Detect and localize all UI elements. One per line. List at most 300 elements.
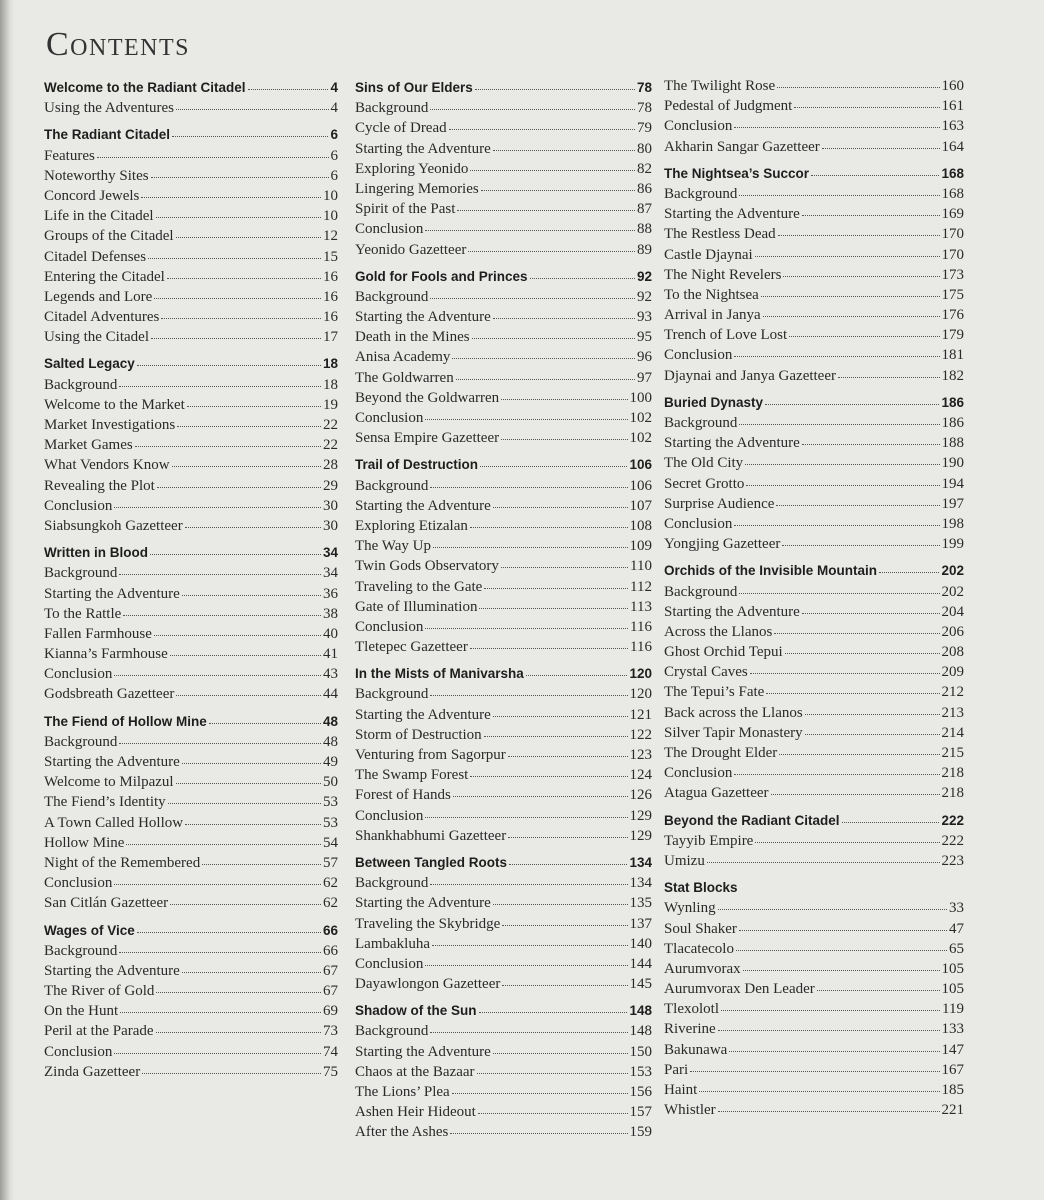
toc-entry-label: Starting the Adventure: [44, 754, 180, 770]
toc-entry-label: Wages of Vice: [44, 922, 135, 938]
toc-page-number: 30: [323, 497, 338, 514]
dot-leader: [157, 487, 321, 488]
toc-page-number: 168: [941, 185, 964, 202]
toc-page-number: 95: [637, 329, 652, 346]
toc-entry-label: To the Rattle: [44, 605, 122, 622]
dot-leader: [456, 379, 635, 380]
toc-entry: [664, 851, 964, 871]
toc-entry: [664, 979, 964, 999]
dot-leader: [135, 446, 321, 447]
dot-leader: [776, 505, 939, 506]
toc-entry-label: Legends and Lore: [44, 288, 153, 305]
toc-entry-label: Between Tangled Roots: [355, 854, 508, 870]
dot-leader: [430, 298, 635, 299]
toc-entry: [355, 914, 652, 934]
toc-entry: [355, 496, 652, 516]
dot-leader: [736, 950, 947, 951]
toc-entry: [355, 327, 652, 347]
dot-leader: [182, 972, 321, 973]
toc-page-number: 10: [323, 187, 338, 204]
toc-chapter-heading: [664, 811, 964, 831]
dot-leader: [502, 925, 627, 926]
toc-entry-label: Background: [44, 942, 118, 959]
toc-page-number: 147: [941, 1041, 964, 1058]
toc-entry: [44, 684, 338, 704]
toc-entry-label: Wynling: [664, 900, 716, 917]
toc-page-number: 198: [941, 515, 964, 532]
dot-leader: [202, 864, 321, 865]
toc-page-number: 204: [941, 603, 964, 620]
toc-page-number: 167: [941, 1061, 964, 1078]
toc-entry: [44, 584, 338, 604]
toc-entry-label: Background: [664, 583, 738, 600]
toc-entry: [664, 224, 964, 244]
dot-leader: [763, 316, 940, 317]
toc-entry: [355, 1102, 652, 1122]
dot-leader: [176, 783, 321, 784]
toc-chapter-heading: [44, 921, 338, 941]
dot-leader: [168, 803, 321, 804]
dot-leader: [739, 930, 947, 931]
toc-page-number: 209: [941, 664, 964, 681]
dot-leader: [765, 404, 939, 405]
dot-leader: [493, 150, 635, 151]
toc-page-number: 170: [941, 226, 964, 243]
toc-entry-label: Conclusion: [44, 875, 113, 892]
toc-page-number: 17: [323, 329, 338, 346]
toc-page-number: 116: [630, 639, 652, 656]
dot-leader: [779, 754, 939, 755]
toc-entry-label: The Fiend’s Identity: [44, 794, 166, 811]
toc-page-number: 41: [323, 646, 338, 663]
toc-page-number: 134: [629, 854, 652, 870]
toc-page-number: 92: [636, 268, 652, 284]
toc-entry-label: Atagua Gazetteer: [664, 785, 769, 802]
dot-leader: [142, 1073, 321, 1074]
toc-page-number: 186: [941, 415, 964, 431]
toc-page-number: 119: [942, 1001, 964, 1018]
toc-entry-label: San Citlán Gazetteer: [44, 895, 169, 912]
toc-entry: [355, 705, 652, 725]
toc-page-number: 79: [637, 120, 652, 137]
toc-entry: [44, 375, 338, 395]
toc-entry-label: Peril at the Parade: [44, 1023, 154, 1040]
toc-entry: [664, 622, 964, 642]
dot-leader: [750, 673, 940, 674]
toc-page-number: 40: [323, 625, 338, 642]
toc-entry-label: Riverine: [664, 1021, 716, 1038]
toc-entry: [355, 159, 652, 179]
toc-chapter-heading: [44, 543, 338, 563]
toc-page-number: 10: [323, 208, 338, 225]
toc-entry-label: Ashen Heir Hideout: [355, 1104, 476, 1121]
toc-entry-label: Beyond the Goldwarren: [355, 389, 500, 406]
toc-entry: [664, 602, 964, 622]
toc-page-number: 65: [949, 940, 964, 957]
toc-entry-label: Pari: [664, 1061, 689, 1078]
dot-leader: [530, 278, 635, 279]
toc-page-number: 38: [323, 605, 338, 622]
toc-entry: [664, 743, 964, 763]
toc-page-number: 62: [323, 895, 338, 912]
dot-leader: [475, 89, 635, 90]
toc-entry: [44, 604, 338, 624]
dot-leader: [879, 572, 939, 573]
toc-page-number: 102: [629, 410, 652, 426]
dot-leader: [425, 965, 627, 966]
toc-entry: [664, 898, 964, 918]
dot-leader: [501, 399, 627, 400]
toc-entry-label: Orchids of the Invisible Mountain: [664, 563, 878, 579]
dot-leader: [161, 318, 321, 319]
toc-entry: [664, 1060, 964, 1080]
toc-entry: [664, 999, 964, 1019]
toc-page-number: 67: [323, 983, 338, 1000]
toc-page-number: 69: [323, 1003, 338, 1020]
toc-entry-label: Concord Jewels: [44, 187, 140, 204]
toc-entry-label: Conclusion: [44, 1043, 113, 1060]
toc-entry-label: Conclusion: [355, 955, 424, 972]
toc-entry-label: Written in Blood: [44, 545, 148, 561]
dot-leader: [126, 844, 321, 845]
dot-leader: [743, 970, 940, 971]
toc-entry: [44, 813, 338, 833]
toc-entry: [664, 514, 964, 534]
toc-entry-label: Citadel Defenses: [44, 248, 147, 265]
toc-page-number: 176: [941, 307, 964, 324]
toc-page-number: 96: [637, 349, 652, 366]
dot-leader: [739, 593, 939, 594]
toc-page-number: 29: [323, 477, 338, 494]
toc-entry-label: Twin Gods Observatory: [355, 558, 499, 575]
toc-entry-label: Welcome to the Market: [44, 396, 185, 413]
toc-page-number: 34: [322, 545, 338, 561]
toc-entry: [664, 939, 964, 959]
toc-entry: [44, 1062, 338, 1082]
dot-leader: [777, 87, 939, 88]
toc-entry: [355, 785, 652, 805]
toc-page-number: 163: [941, 118, 964, 135]
dot-leader: [822, 148, 940, 149]
toc-entry: [355, 637, 652, 657]
toc-page-number: 86: [637, 180, 652, 197]
toc-page-number: 6: [330, 147, 338, 164]
toc-entry: [664, 1019, 964, 1039]
toc-page-number: 179: [941, 327, 964, 344]
toc-entry-label: Conclusion: [355, 807, 424, 824]
dot-leader: [470, 648, 628, 649]
toc-entry: [664, 534, 964, 554]
toc-chapter-heading: [355, 1001, 652, 1021]
toc-entry: [355, 219, 652, 239]
toc-entry: [44, 327, 338, 347]
dot-leader: [154, 635, 321, 636]
toc-page-number: 12: [323, 228, 338, 245]
toc-entry: [355, 597, 652, 617]
toc-entry-label: Storm of Destruction: [355, 726, 482, 743]
toc-page-number: 18: [322, 356, 338, 372]
dot-leader: [176, 109, 329, 110]
dot-leader: [734, 774, 939, 775]
dot-leader: [508, 756, 628, 757]
dot-leader: [433, 547, 628, 548]
toc-column-3: [664, 76, 964, 1120]
dot-leader: [745, 464, 939, 465]
toc-page-number: 153: [629, 1063, 652, 1080]
toc-page-number: 62: [323, 875, 338, 892]
toc-entry-label: After the Ashes: [355, 1124, 449, 1141]
page-gutter-shadow: [0, 0, 14, 1200]
toc-entry: [44, 981, 338, 1001]
toc-entry: [355, 806, 652, 826]
toc-page-number: 129: [629, 807, 652, 824]
toc-chapter-heading: [355, 267, 652, 287]
toc-entry-label: What Vendors Know: [44, 457, 170, 474]
toc-page-number: 78: [637, 100, 652, 117]
toc-page-number: 175: [941, 286, 964, 303]
dot-leader: [114, 1053, 321, 1054]
dot-leader: [119, 743, 321, 744]
toc-entry: [44, 664, 338, 684]
toc-column-2: [355, 76, 652, 1143]
dot-leader: [802, 444, 940, 445]
dot-leader: [771, 794, 940, 795]
dot-leader: [185, 824, 321, 825]
toc-page-number: 66: [322, 922, 338, 938]
dot-leader: [154, 298, 321, 299]
toc-entry-label: Market Investigations: [44, 417, 176, 433]
dot-leader: [501, 567, 628, 568]
dot-leader: [457, 210, 635, 211]
toc-page-number: 161: [941, 98, 964, 115]
toc-page-number: 30: [323, 517, 338, 534]
toc-page-number: 182: [941, 367, 964, 384]
toc-entry: [355, 368, 652, 388]
toc-entry-label: Yongjing Gazetteer: [664, 536, 781, 553]
toc-entry-label: Silver Tapir Monastery: [664, 724, 803, 741]
toc-page-number: 215: [941, 745, 964, 761]
dot-leader: [177, 426, 321, 427]
dot-leader: [156, 992, 321, 993]
toc-entry-label: Conclusion: [44, 666, 113, 683]
dot-leader: [137, 932, 321, 933]
toc-page-number: 218: [941, 765, 964, 782]
dot-leader: [151, 177, 329, 178]
toc-page-number: 16: [323, 288, 338, 305]
toc-entry-label: Djaynai and Janya Gazetteer: [664, 367, 836, 384]
toc-entry: [664, 76, 964, 96]
toc-entry-label: Groups of the Citadel: [44, 228, 174, 245]
toc-entry: [44, 307, 338, 327]
toc-page-number: 208: [941, 644, 964, 661]
toc-entry-label: Castle Djaynai: [664, 246, 753, 263]
toc-entry: [44, 853, 338, 873]
toc-page-number: 188: [941, 435, 964, 452]
toc-page-number: 148: [629, 1023, 652, 1040]
toc-entry-label: To the Nightsea: [664, 286, 759, 303]
toc-page-number: 110: [630, 558, 652, 575]
toc-entry-label: Trail of Destruction: [355, 457, 479, 473]
toc-entry: [664, 783, 964, 803]
dot-leader: [817, 990, 940, 991]
toc-page-number: 108: [629, 517, 652, 534]
toc-entry-label: Starting the Adventure: [355, 706, 491, 723]
toc-page-number: 214: [941, 724, 964, 741]
toc-entry-label: Life in the Citadel: [44, 208, 154, 225]
toc-entry-label: Conclusion: [664, 765, 733, 782]
toc-entry: [44, 1021, 338, 1041]
toc-entry-label: Dayawlongon Gazetteer: [355, 976, 501, 993]
toc-entry-label: Noteworthy Sites: [44, 167, 149, 184]
dot-leader: [172, 136, 328, 137]
toc-entry-label: Soul Shaker: [664, 920, 737, 937]
toc-page-number: 19: [323, 396, 338, 413]
toc-entry: [355, 617, 652, 637]
toc-entry-label: Yeonido Gazetteer: [355, 241, 467, 258]
toc-chapter-heading: [355, 853, 652, 873]
toc-entry: [664, 494, 964, 514]
toc-entry: [44, 267, 338, 287]
toc-page-number: 120: [629, 666, 652, 682]
toc-entry: [664, 116, 964, 136]
toc-page-number: 148: [629, 1003, 652, 1019]
toc-entry: [44, 772, 338, 792]
dot-leader: [838, 377, 940, 378]
toc-entry: [664, 1100, 964, 1120]
dot-leader: [526, 675, 628, 676]
toc-entry: [664, 245, 964, 265]
toc-entry: [355, 556, 652, 576]
dot-leader: [185, 527, 321, 528]
toc-entry-label: A Town Called Hollow: [44, 814, 184, 831]
toc-entry-label: The Old City: [664, 455, 744, 472]
toc-entry-label: Starting the Adventure: [355, 309, 491, 326]
dot-leader: [478, 1113, 628, 1114]
toc-page-number: 221: [941, 1102, 964, 1119]
dot-leader: [156, 1032, 321, 1033]
toc-page-number: 89: [637, 241, 652, 258]
toc-entry: [44, 226, 338, 246]
toc-entry-label: Aurumvorax: [664, 960, 741, 977]
toc-entry-label: Arrival in Janya: [664, 307, 761, 324]
toc-page-number: 43: [323, 666, 338, 683]
toc-entry: [355, 476, 652, 496]
dot-leader: [187, 406, 321, 407]
toc-page-number: 100: [629, 389, 652, 406]
dot-leader: [690, 1071, 939, 1072]
toc-entry-label: Sins of Our Elders: [355, 80, 473, 95]
toc-entry-label: Haint: [664, 1082, 698, 1098]
toc-page-number: 66: [323, 942, 338, 959]
toc-entry-label: Starting the Adventure: [44, 585, 180, 602]
toc-entry: [355, 725, 652, 745]
toc-entry: [355, 347, 652, 367]
toc-entry: [44, 893, 338, 913]
dot-leader: [170, 655, 321, 656]
toc-page-number: 194: [941, 475, 964, 492]
toc-entry-label: Starting the Adventure: [355, 497, 491, 514]
toc-page-number: 48: [323, 733, 338, 750]
toc-page-number: 53: [323, 814, 338, 831]
toc-page-number: 49: [323, 754, 338, 770]
toc-entry-label: Crystal Caves: [664, 664, 748, 681]
toc-entry-label: Using the Citadel: [44, 329, 149, 346]
toc-entry-label: Background: [355, 875, 429, 892]
dot-leader: [137, 365, 321, 366]
toc-page-number: 92: [637, 288, 652, 305]
toc-entry: [355, 893, 652, 913]
dot-leader: [477, 1073, 628, 1074]
toc-entry-label: Traveling the Skybridge: [355, 915, 501, 932]
toc-entry: [44, 563, 338, 583]
toc-page-number: 22: [323, 437, 338, 454]
toc-page-number: 144: [629, 955, 652, 972]
dot-leader: [479, 608, 628, 609]
toc-entry: [44, 833, 338, 853]
toc-entry: [664, 723, 964, 743]
dot-leader: [480, 466, 627, 467]
toc-entry-label: The River of Gold: [44, 983, 155, 1000]
toc-entry: [44, 1001, 338, 1021]
dot-leader: [167, 278, 321, 279]
toc-entry: [355, 118, 652, 138]
toc-entry-label: The Nightsea’s Succor: [664, 165, 810, 181]
dot-leader: [430, 884, 627, 885]
toc-entry-label: Conclusion: [44, 497, 113, 514]
toc-entry-label: Conclusion: [355, 618, 424, 635]
toc-entry-label: Tlexolotl: [664, 1001, 719, 1018]
toc-entry: [44, 166, 338, 186]
dot-leader: [699, 1091, 939, 1092]
toc-entry-label: Starting the Adventure: [355, 140, 491, 157]
dot-leader: [156, 217, 321, 218]
dot-leader: [248, 89, 329, 90]
toc-page-number: 18: [323, 376, 338, 393]
toc-entry: [355, 974, 652, 994]
toc-page-number: 126: [629, 787, 652, 804]
toc-entry-label: Lambakluha: [355, 935, 430, 952]
toc-page-number: 44: [323, 686, 338, 703]
dot-leader: [209, 723, 321, 724]
toc-entry: [355, 954, 652, 974]
toc-entry: [355, 1122, 652, 1142]
toc-entry-label: Conclusion: [355, 221, 424, 238]
toc-entry: [44, 435, 338, 455]
toc-entry-label: Entering the Citadel: [44, 268, 165, 285]
dot-leader: [774, 633, 939, 634]
toc-page-number: 4: [330, 100, 338, 117]
toc-entry-label: Zinda Gazetteer: [44, 1063, 141, 1080]
toc-entry: [355, 745, 652, 765]
toc-page-number: 6: [330, 167, 338, 184]
toc-entry-label: Conclusion: [664, 515, 733, 532]
toc-page-number: 202: [941, 583, 964, 600]
toc-entry-label: Background: [355, 1023, 429, 1040]
toc-entry-label: Tlacatecolo: [664, 940, 734, 957]
toc-entry: [664, 204, 964, 224]
dot-leader: [734, 356, 939, 357]
toc-entry-label: Background: [355, 100, 429, 117]
toc-entry-label: Aurumvorax Den Leader: [664, 981, 815, 998]
toc-page-number: 97: [637, 369, 652, 386]
toc-page-number: 157: [629, 1104, 652, 1121]
dot-leader: [502, 985, 627, 986]
toc-entry-label: Background: [44, 376, 118, 393]
dot-leader: [120, 1012, 321, 1013]
dot-leader: [493, 318, 635, 319]
toc-chapter-heading: [664, 878, 964, 898]
toc-page-number: 73: [323, 1023, 338, 1040]
